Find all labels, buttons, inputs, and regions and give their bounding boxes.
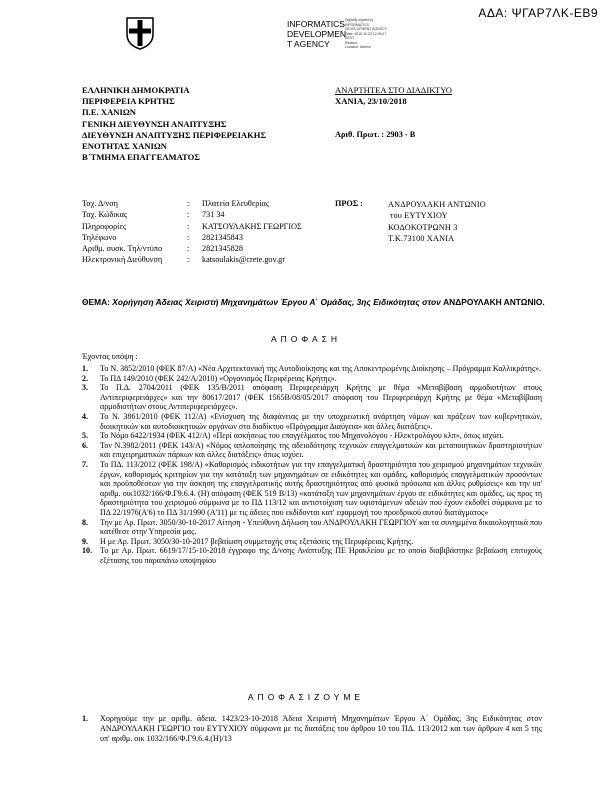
list-item: 2. Το ΠΔ 149/2010 (ΦΕΚ 242/Α/2010) «Οργανισμός Περιφέρειας Κρήτης». xyxy=(82,373,337,383)
subject-label: ΘΕΜΑ: xyxy=(82,297,110,307)
list-item: 6. Τον Ν.3982/2011 (ΦΕΚ 143/Α) «Νόμος απλοποίησης της αδειοδότησης τεχνικών επαγγελματικών και μεταποιητικών δραστηριοτήτων και επιχειρηματικών πάρκων και άλλες διατάξεις» όπως ισχύει. xyxy=(82,440,542,460)
list-item: 10. Το με Αρ. Πρωτ. 6619/17/15-10-2018 έγγραφο της Δ/νσης Ανάπτυξης ΠΕ Ηρακλείου με το οποίο διαβιβάστηκε βεβαίωση επιτυχούς εξέτασης του παραπάνω υποψηφίου xyxy=(82,546,542,565)
greek-emblem-icon xyxy=(126,16,154,50)
contact-row: Πληροφορίες : ΚΑΤΣΟΥΛΑΚΗΣ ΓΕΩΡΓΙΟΣ xyxy=(82,221,302,231)
issuing-authority: ΕΛΛΗΝΙΚΗ ΔΗΜΟΚΡΑΤΙΑ ΠΕΡΙΦΕΡΕΙΑ ΚΡΗΤΗΣ Π.Ε. ΧΑΝΙΩΝ ΓΕΝΙΚΗ ΔΙΕΥΘΥΝΣΗ ΑΝΑΠΤΥΞΗΣ ΔΙΕΥΘΥΝΣΗ ΑΝΑΠΤΥΞΗΣ ΠΕΡΙΦΕΡΕΙΑΚΗΣ ΕΝΟΤΗΤΑΣ ΧΑΝΙΩΝ Β΄ΤΜΗΜΑ ΕΠΑΓΓΕΛΜΑΤΟΣ xyxy=(82,85,267,163)
list-item: 3. Το Π.Δ. 2704/2011 (ΦΕΚ 135/Β/2011 απόφαση Περιφερειάρχη Κρήτης με θέμα «Μεταβίβαση αρμοδιοτήτων στους Αντιπεριφερειάρχες» και την 80617/2017 (ΦΕΚ 1565Β/08/05/2017 απόφαση του Περιφερειάρχη Κρήτης με θέμα «Μεταβίβαση αρμοδιοτήτων στους Αντιπεριφερειάρχες». xyxy=(82,383,542,412)
place-date: ΧΑΝΙΑ, 23/10/2018 xyxy=(335,96,407,107)
list-item: 4. Το Ν. 3861/2010 (ΦΕΚ 112/Α) «Ενίσχυση της διαφάνειας με την υποχρεωτική ανάρτηση νόμων και πράξεων των κυβερνητικών, διοικητικών και αυτοδιοικητικών οργάνων στο διαδίκτυο «Πρόγραμμα Διαύγεια» και άλλες διατάξεις». xyxy=(82,411,542,431)
list-item: 7. Το ΠΔ. 113/2012 (ΦΕΚ 198/Α) «Καθορισμός ειδικοτήτων για την επαγγελματική δραστηριότητα του χειρισμού μηχανημάτων τεχνικών έργων, καθορισμός κριτηρίων για την κατάταξη των μηχανημάτων σε ειδικότητες και ομάδες, καθορισμός επαγγελματικών προσόντων και προϋποθέσεων για την άσκηση της επαγγελματικής αυτής δραστηριότητας από φυσικά πρόσωπα και άλλες ρυθμίσεις» και την υπ' αριθμ. οικ1032/166/Φ.Γ9.6.4. (Η) απόφαση (ΦΕΚ 519 Β/13) «κατάταξη των μηχανημάτων έργου σε ειδικότητες και ομάδες, ως προς τη δραστηριότητα του χειρισμού σύμφωνα με το ΠΔ 113/12 και αντιστοίχιση των υφιστάμενων αδειών που έχουν εκδοθεί σύμφωνα με το ΠΔ 22/1976(Α'6) το ΠΔ 31/1990 (Α'11) με τις άδειες που εκδίδονται κατ' εφαρμογή του προεδρικού αυτού διατάγματος» xyxy=(82,459,542,517)
list-item: 1. Το Ν. 3852/2010 (ΦΕΚ 87/Α) «Νέα Αρχιτεκτονική της Αυτοδιοίκησης και της Αποκεντρωμένης Διοίκησης – Πρόγραμμα Καλλικράτης». xyxy=(82,364,542,373)
contact-row: Τηλέφωνο : 2821345843 xyxy=(82,232,243,242)
considerations-intro: Έχοντας υπόψη : xyxy=(82,352,138,361)
decision-heading: ΑΠΟΦΑΣΗ xyxy=(270,334,342,344)
list-item: 9. Η με Αρ. Πρωτ. 3050/30-10-2017 βεβαίωση συμμετοχής στις εξετάσεις της Περιφέρειας Κρήτης. xyxy=(82,536,414,546)
contact-row: Ηλεκτρονική Διεύθυνση : katsoulakis@crete.gov.gr xyxy=(82,255,285,265)
decide-heading: ΑΠΟΦΑΣΙΖΟΥΜΕ xyxy=(247,692,365,702)
recipient-address: ΑΝΔΡΟΥΛΑΚΗ ΑΝΤΩΝΙΟ του ΕΥΤΥΧΙΟΥ ΚΟΔΟΚΟΤΡΩΝΗ 3 Τ.Κ.73100 ΧΑΝΙΑ xyxy=(388,200,486,243)
contact-row: Αριθμ. συσκ. Τηλ/ντύπο : 2821345828 xyxy=(82,244,243,254)
subject-line xyxy=(82,297,545,309)
contact-row: Ταχ. Δ/νση : Πλατεία Ελευθερίας xyxy=(82,199,270,208)
ada-code: ΑΔΑ: ΨΓΑΡ7ΛΚ-ΕΒ9 xyxy=(478,6,598,20)
contact-details xyxy=(82,199,302,267)
protocol-number: Αριθ. Πρωτ. : 2903 - Β xyxy=(335,130,416,139)
decision-item xyxy=(82,714,542,745)
list-item: 5. Το Νόμο 6422/1934 (ΦΕΚ 412/Α) «Περί ασκήσεως του επαγγέλματος του Μηχανολόγου - Ηλεκτρολόγου κλπ», όπως ισχύει. xyxy=(82,431,504,441)
recipient-label: ΠΡΟΣ : xyxy=(335,199,363,208)
subject-title: Χορήγηση Άδειας Χειριστή Μηχανημάτων Έργου Α΄ Ομάδας, 3ης Ειδικότητας στον xyxy=(112,297,441,307)
informatics-agency-label: INFORMATICS DEVELOPMEN T AGENCY xyxy=(287,19,347,49)
digital-signature-text: Digitally signed by INFORMATICS DEVELOPMENT AGENCY Date: 2018.10.23 12:06:17 EEST Reason: Location: Athens xyxy=(345,18,387,49)
subject-name: ΑΝΔΡΟΥΛΑΚΗ ΑΝΤΩΝΙΟ. xyxy=(443,297,545,307)
list-item: 1. Χορηγούμε την με αριθμ. άδεια. 1423/23-10-2018 Άδεια Χειριστή Μηχανημάτων Έργου Α΄ Ομάδας, 3ης Ειδικότητας στον ΑΝΔΡΟΥΛΑΚΗ ΓΕΩΡΓΙΟ του ΕΥΤΥΧΙΟΥ σύμφωνα με τις διατάξεις του άρθρου 10 του ΠΔ. 113/2012 και των άρθρων 4 και 5 της υπ' αριθμ. οικ 1032/166/Φ.Γ9.6.4.(Η)/13 xyxy=(82,714,542,744)
posting-notice: ΑΝΑΡΤΗΤΕΑ ΣΤΟ ΔΙΑΔΙΚΤΥΟ xyxy=(335,85,452,95)
posting-info xyxy=(335,85,452,107)
contact-row: Ταχ. Κώδικας : 731 34 xyxy=(82,210,225,220)
list-item: 8. Την με Αρ. Πρωτ. 3050/30-10-2017 Αίτηση - Υπεύθυνη Δήλωση του ΑΝΔΡΟΥΛΑΚΗ ΓΕΩΡΓΙΟΥ και τα συνημμένα δικαιολογητικά που κατέθεσε στην Υπηρεσία μας. xyxy=(82,517,542,537)
considerations-list xyxy=(82,364,542,565)
